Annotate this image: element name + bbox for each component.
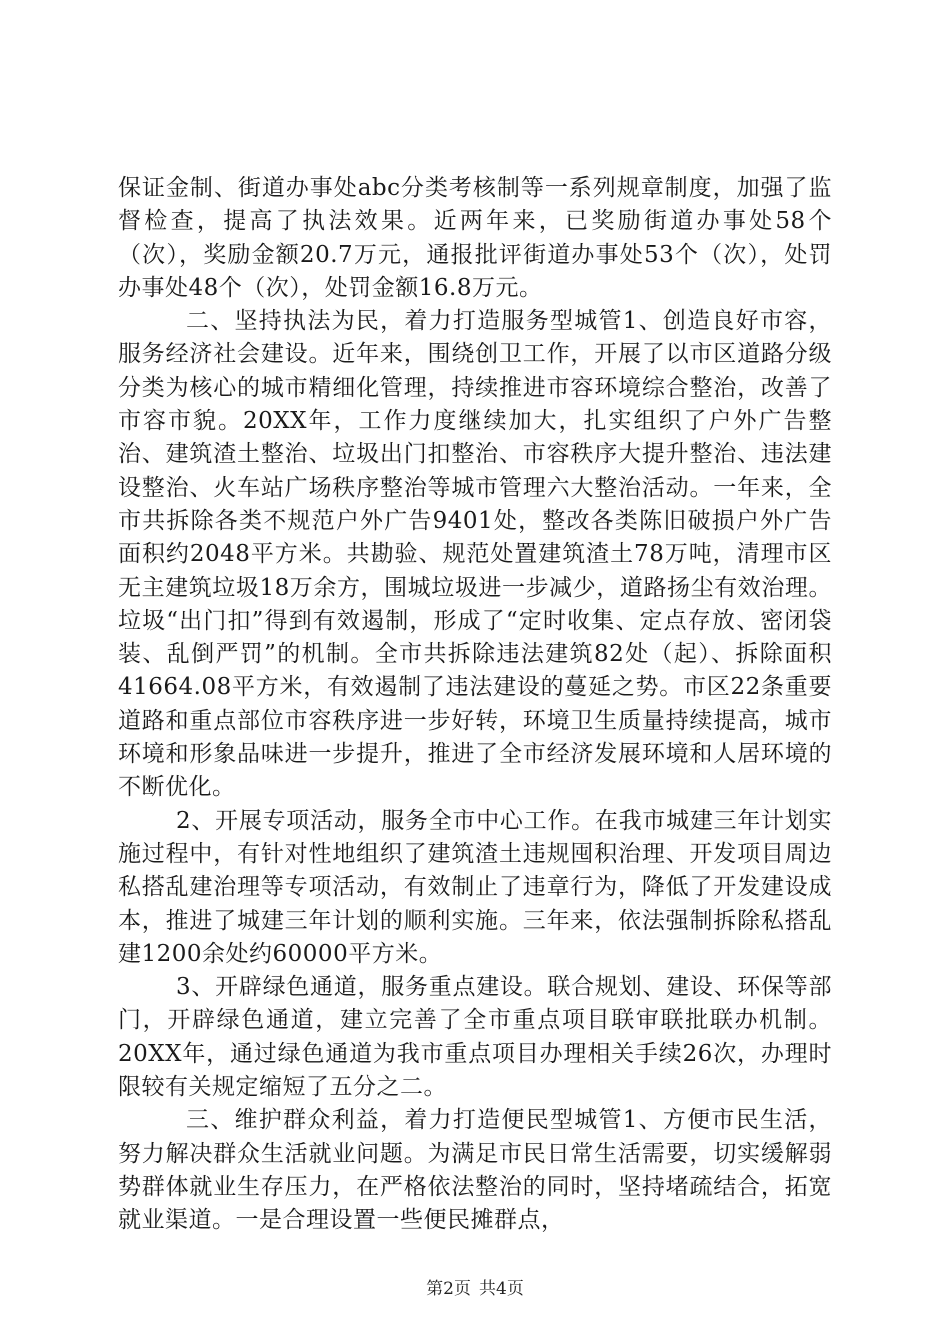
paragraph-section-three: 三、维护群众利益，着力打造便民型城管1、方便市民生活，努力解决群众生活就业问题。为满足市民日常生活需要，切实缓解弱势群体就业生存压力，在严格依法整治的同时，坚持堵疏结合，拓宽就业渠道。一是合理设置一些便民摊群点，: [118, 1107, 832, 1234]
paragraph-green-channel: 3、开辟绿色通道，服务重点建设。联合规划、建设、环保等部门，开辟绿色通道，建立完善了全市重点项目联审联批联办机制。20XX年，通过绿色通道为我市重点项目办理相关手续26次，办理时限较有关规定缩短了五分之二。: [118, 974, 832, 1101]
document-body: [118, 172, 832, 1238]
page-number: 第2页: [426, 1279, 471, 1299]
paragraph-special-activities: 2、开展专项活动，服务全市中心工作。在我市城建三年计划实施过程中，有针对性地组织了建筑渣土违规囤积治理、开发项目周边私搭乱建治理等专项活动，有效制止了违章行为，降低了开发建设成本，推进了城建三年计划的顺利实施。三年来，依法强制拆除私搭乱建1200余处约60000平方米。: [118, 807, 832, 967]
paragraph-section-two: 二、坚持执法为民，着力打造服务型城管1、创造良好市容，服务经济社会建设。近年来，围绕创卫工作，开展了以市区道路分级分类为核心的城市精细化管理，持续推进市容环境综合整治，改善了市容市貌。20XX年，工作力度继续加大，扎实组织了户外广告整治、建筑渣土整治、垃圾出门扣整治、市容秩序大提升整治、违法建设整治、火车站广场秩序整治等城市管理六大整治活动。一年来，全市共拆除各类不规范户外广告9401处，整改各类陈旧破损户外广告面积约2048平方米。共勘验、规范处置建筑渣土78万吨，清理市区无主建筑垃圾18万余方，围城垃圾进一步减少，道路扬尘有效治理。垃圾“出门扣”得到有效遏制，形成了“定时收集、定点存放、密闭袋装、乱倒严罚”的机制。全市共拆除违法建筑82处（起）、拆除面积41664.08平方米，有效遏制了违法建设的蔓延之势。市区22条重要道路和重点部位市容秩序进一步好转，环境卫生质量持续提高，城市环境和形象品味进一步提升，推进了全市经济发展环境和人居环境的不断优化。: [118, 308, 832, 801]
page-footer: [0, 1274, 950, 1299]
page-total: 共4页: [479, 1279, 524, 1299]
paragraph-reward-summary: 保证金制、街道办事处abc分类考核制等一系列规章制度，加强了监督检查，提高了执法效果。近两年来，已奖励街道办事处58个（次），奖励金额20.7万元，通报批评街道办事处53个（次），处罚办事处48个（次），处罚金额16.8万元。: [118, 175, 832, 301]
